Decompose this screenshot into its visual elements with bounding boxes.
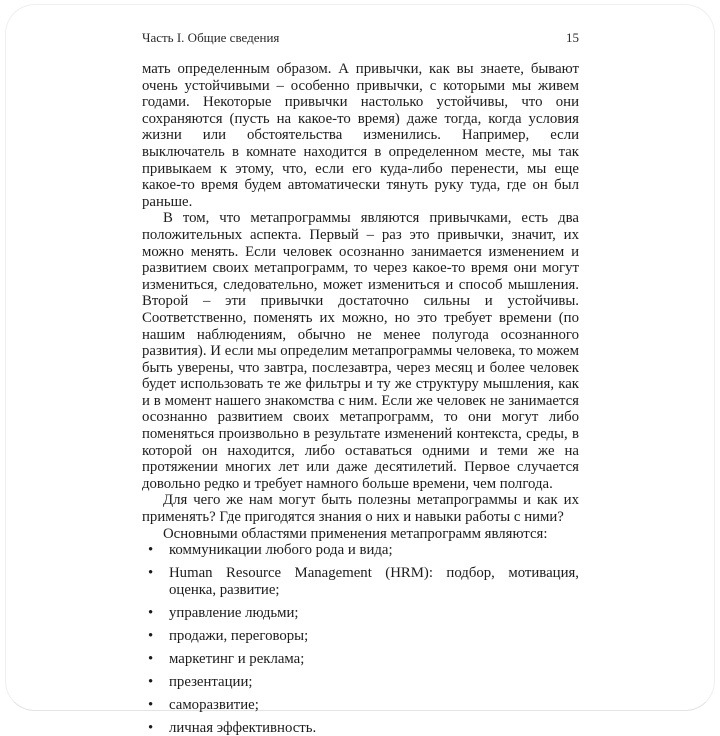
- paragraph: Для чего же нам могут быть полезны метапрограммы и как их применять? Где пригодятся знания о них и навыки работы с ними?: [142, 492, 579, 526]
- bullet-icon: •: [148, 696, 154, 713]
- list-item-text: саморазвитие;: [169, 696, 259, 713]
- page-number: 15: [566, 30, 579, 45]
- bullet-icon: •: [148, 650, 154, 667]
- list-item-text: личная эффективность.: [169, 719, 317, 736]
- paragraph: В том, что метапрограммы являются привычками, есть два положительных аспекта. Первый – раз это привычки, значит, их можно менять. Если человек осознанно занимается изменением и развитием своих метапрограмм, то через какое-то время они могут измениться, следовательно, может измениться и способ мышления. Второй – эти привычки достаточно сильны и устойчивы. Соответственно, поменять их можно, но это требует времени (по нашим наблюдениям, обычно не менее полугода осознанного развития). И если мы определим метапрограммы человека, то можем быть уверены, что завтра, послезавтра, через месяц и более человек будет использовать те же фильтры и ту же структуру мышления, как и в момент нашего знакомства с ним. Если же человек не занимается осознанно развитием своих метапрограмм, то они могут либо поменяться произвольно в результате изменений контекста, среды, в которой он находится, либо оставаться одними и теми же на протяжении многих лет или даже десятилетий. Первое случается довольно редко и требует намного больше времени, чем полгода.: [142, 210, 579, 492]
- list-item: [142, 720, 579, 736]
- list-item: [142, 565, 579, 598]
- bullet-icon: •: [148, 673, 154, 690]
- bullet-icon: •: [148, 719, 154, 736]
- section-title: Часть I. Общие сведения: [142, 30, 280, 45]
- list-item-text: презентации;: [169, 673, 253, 690]
- paragraph: Основными областями применения метапрограмм являются:: [163, 525, 548, 542]
- paragraph: мать определенным образом. А привычки, как вы знаете, бывают очень устойчивыми – особенно привычки, с которыми мы живем годами. Некоторые привычки настолько устойчивы, что они сохраняются (пусть на какое-то время) даже тогда, когда условия жизни или обстоятельства изменились. Например, если выключатель в комнате находится в определенном месте, мы так привыкаем к этому, что, если его куда-либо перенести, мы еще какое-то время будем автоматически тянуть руку туда, где он был раньше.: [142, 61, 579, 210]
- bullet-icon: •: [148, 542, 154, 559]
- bullet-list: [142, 542, 579, 736]
- list-item-text: управление людьми;: [169, 604, 299, 621]
- running-header: [142, 30, 579, 46]
- list-item-text: Human Resource Management (HRM): подбор, мотивация, оценка, развитие;: [169, 565, 579, 598]
- body-text: [142, 61, 579, 736]
- list-item-text: коммуникации любого рода и вида;: [169, 542, 393, 559]
- list-item-text: продажи, переговоры;: [169, 627, 309, 644]
- list-item: [142, 542, 579, 559]
- list-item: [142, 605, 579, 622]
- list-item: [142, 697, 579, 714]
- bullet-icon: •: [148, 604, 154, 621]
- bullet-icon: •: [148, 565, 154, 582]
- bullet-icon: •: [148, 627, 154, 644]
- page-content: [142, 30, 579, 736]
- list-item: [142, 674, 579, 691]
- list-item: [142, 651, 579, 668]
- list-item-text: маркетинг и реклама;: [169, 650, 305, 667]
- list-item: [142, 628, 579, 645]
